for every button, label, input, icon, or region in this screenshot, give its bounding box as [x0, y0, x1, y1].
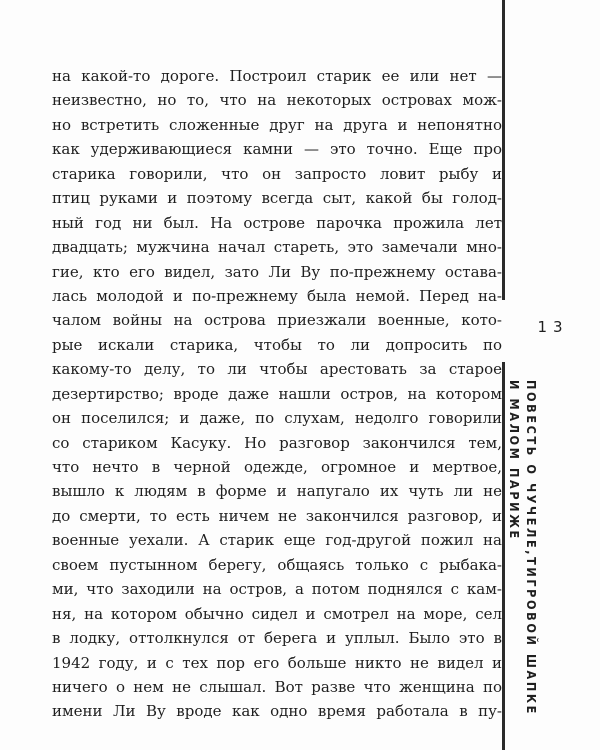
text-line: двадцать; мужчина начал стареть, это замечали мно- — [52, 238, 502, 257]
text-line: военные уехали. А старик еще год-другой пожил на — [52, 531, 502, 550]
text-line: гие, кто его видел, зато Ли Ву по-прежнему остава- — [52, 262, 502, 281]
page-number: 13 — [537, 318, 569, 336]
text-line: но встретить сложенные друг на друга и непонятно — [52, 115, 502, 134]
body-text — [52, 64, 502, 724]
text-line: птиц руками и поэтому всегда сыт, какой бы голод- — [52, 189, 502, 208]
text-line: имени Ли Ву вроде как одно время работала в пу- — [52, 702, 502, 721]
margin-rule — [502, 0, 505, 750]
text-line: ничего о нем не слышал. Вот разве что женщина по — [52, 677, 502, 696]
text-line: своем пустынном берегу, общаясь только с рыбака- — [52, 555, 502, 574]
text-line: ный год ни был. На острове парочка прожила лет — [52, 213, 502, 232]
text-line: неизвестно, но то, что на некоторых островах мож- — [52, 91, 502, 110]
running-title — [506, 380, 540, 716]
text-line: он поселился; и даже, по слухам, недолго говорили — [52, 409, 502, 428]
text-line: ня, на котором обычно сидел и смотрел на море, сел — [52, 604, 502, 623]
running-title-line-1: ПОВЕСТЬ О ЧУЧЕЛЕ,ТИГРОВОЙ ШАПКЕ — [524, 380, 539, 716]
text-line: 1942 году, и с тех пор его больше никто не видел и — [52, 653, 502, 672]
text-line: ми, что заходили на остров, а потом поднялся с кам- — [52, 580, 502, 599]
text-line: старика говорили, что он запросто ловит рыбу и — [52, 164, 502, 183]
text-line: как удерживающиеся камни — это точно. Еще про — [52, 140, 502, 159]
text-line: на какой-то дороге. Построил старик ее или нет — — [52, 67, 502, 85]
text-line: рые искали старика, чтобы то ли допросить по — [52, 335, 502, 354]
text-line: что нечто в черной одежде, огромное и мертвое, — [52, 458, 502, 476]
running-title-line-2: И МАЛОМ ПАРИЖЕ — [507, 380, 522, 541]
text-line: какому-то делу, то ли чтобы арестовать за старое — [52, 360, 502, 379]
text-line: до смерти, то есть ничем не закончился разговор, и — [52, 506, 502, 525]
margin-rule-gap — [502, 300, 505, 362]
text-line: чалом войны на острова приезжали военные, кото- — [52, 311, 502, 330]
text-line: вышло к людям в форме и напугало их чуть ли не — [52, 482, 502, 501]
text-line: дезертирство; вроде даже нашли остров, на котором — [52, 384, 502, 403]
text-line: со стариком Касуку. Но разговор закончился тем, — [52, 433, 502, 452]
text-line: в лодку, оттолкнулся от берега и уплыл. Было это в — [52, 629, 502, 648]
text-line: лась молодой и по-прежнему была немой. Перед на- — [52, 286, 502, 305]
